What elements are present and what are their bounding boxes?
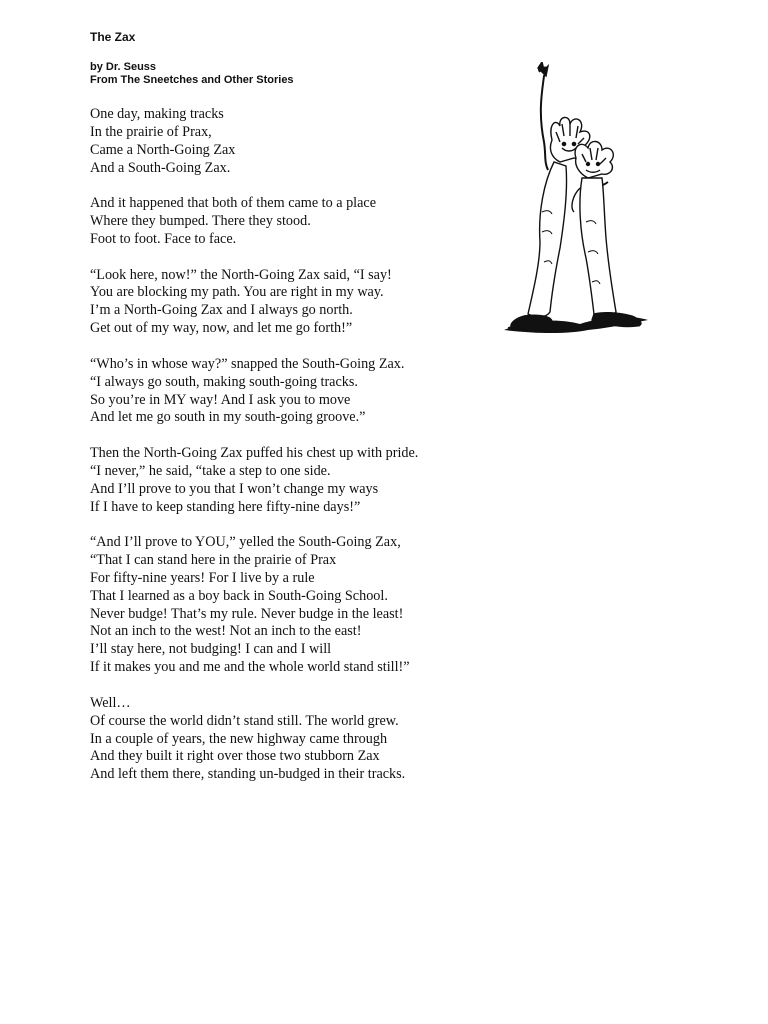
poem-line: Never budge! That’s my rule. Never budge in the least! bbox=[90, 605, 404, 622]
poem-line: In the prairie of Prax, bbox=[90, 123, 212, 140]
poem-line: One day, making tracks bbox=[90, 106, 224, 122]
south-going-zax-figure bbox=[572, 141, 641, 326]
poem-line: Get out of my way, now, and let me go forth!” bbox=[90, 320, 353, 337]
poem-line: “And I’ll prove to YOU,” yelled the South-Going Zax, bbox=[90, 534, 401, 551]
stanza-6 bbox=[90, 534, 510, 677]
poem-line: Came a North-Going Zax bbox=[90, 141, 236, 158]
poem-line: “That I can stand here in the prairie of Prax bbox=[90, 552, 337, 569]
poem-line: Well… bbox=[90, 694, 131, 711]
poem-line: And it happened that both of them came to a place bbox=[90, 195, 377, 212]
poem-line: “I always go south, making south-going tracks. bbox=[90, 373, 358, 390]
stanza-2 bbox=[90, 195, 510, 249]
poem-line: For fifty-nine years! For I live by a rule bbox=[90, 569, 315, 586]
stanza-4 bbox=[90, 356, 510, 427]
stanza-5 bbox=[90, 445, 510, 516]
poem-line: “I never,” he said, “take a step to one side. bbox=[90, 462, 331, 479]
byline bbox=[90, 61, 294, 87]
poem-line: In a couple of years, the new highway came through bbox=[90, 730, 388, 747]
poem-line: Not an inch to the west! Not an inch to the east! bbox=[90, 623, 362, 640]
source-line: From The Sneetches and Other Stories bbox=[90, 74, 294, 86]
document-title: The Zax bbox=[90, 30, 136, 44]
poem-line: And a South-Going Zax. bbox=[90, 159, 231, 176]
poem-line: Of course the world didn’t stand still. The world grew. bbox=[90, 712, 399, 729]
poem-line: If I have to keep standing here fifty-nine days!” bbox=[90, 498, 361, 515]
stanza-7 bbox=[90, 695, 510, 784]
north-going-zax-figure bbox=[511, 62, 590, 328]
poem-line: So you’re in MY way! And I ask you to move bbox=[90, 391, 351, 408]
poem-line: And left them there, standing un-budged in their tracks. bbox=[90, 766, 406, 783]
poem-line: Then the North-Going Zax puffed his chest up with pride. bbox=[90, 445, 419, 462]
poem-line: “Look here, now!” the North-Going Zax said, “I say! bbox=[90, 266, 392, 283]
poem-body bbox=[90, 106, 510, 802]
poem-line: If it makes you and me and the whole world stand still!” bbox=[90, 659, 410, 676]
stanza-3 bbox=[90, 267, 510, 338]
poem-line: Foot to foot. Face to face. bbox=[90, 230, 237, 247]
poem-line: Where they bumped. There they stood. bbox=[90, 213, 311, 230]
stanza-1 bbox=[90, 106, 510, 177]
poem-line: And let me go south in my south-going groove.” bbox=[90, 409, 366, 426]
poem-line: That I learned as a boy back in South-Going School. bbox=[90, 587, 388, 604]
poem-line: You are blocking my path. You are right in my way. bbox=[90, 284, 384, 301]
poem-line: And they built it right over those two stubborn Zax bbox=[90, 748, 380, 765]
poem-line: I’ll stay here, not budging! I can and I will bbox=[90, 641, 332, 658]
zax-illustration bbox=[498, 62, 658, 342]
poem-line: And I’ll prove to you that I won’t change my ways bbox=[90, 480, 379, 497]
author-line: by Dr. Seuss bbox=[90, 61, 157, 73]
poem-line: I’m a North-Going Zax and I always go north. bbox=[90, 302, 353, 319]
poem-line: “Who’s in whose way?” snapped the South-Going Zax. bbox=[90, 355, 405, 372]
